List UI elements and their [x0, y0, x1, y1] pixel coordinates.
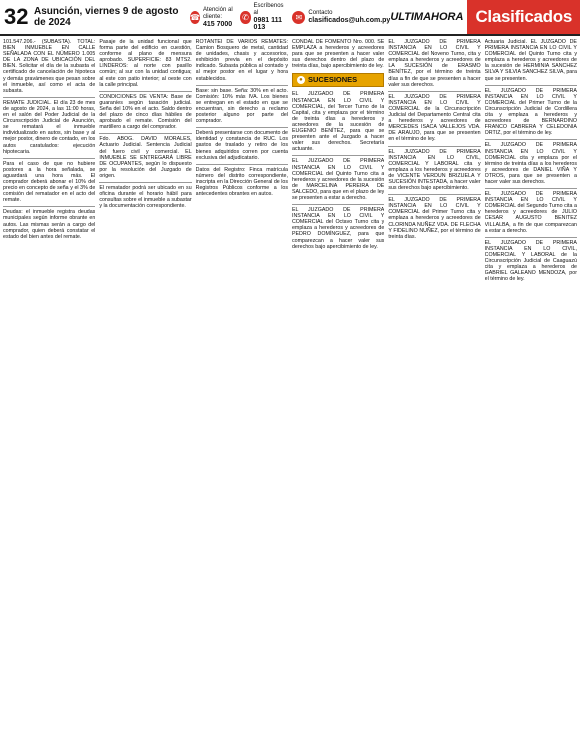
list-item: EL JUZGADO DE PRIMERA INSTANCIA EN LO CIVIL Y COMERCIAL del Quinto Turno cita a herederos y acreedores de la sucesión de MARCELINA PEREIRA DE SALCEDO, para que en el plazo de ley se presenten a estar a derecho. — [291, 158, 385, 201]
brand-text: ULTIMAHORA — [390, 11, 464, 23]
list-item: Fdo. ABOG. DAVID MORALES, Actuario Judicial. Sentencia Judicial del fuero civil y comercial. EL INMUEBLE SE ENTREGARÁ LIBRE DE OCUPANTES, según lo dispuesto por la resolución del Juzgado de origen. — [99, 136, 192, 179]
list-item: EL JUZGADO DE PRIMERA INSTANCIA EN LO CIVIL Y COMERCIAL, del Tercer Turno de la Capital, cita y emplaza por el término de treinta días a herederos y acreedores de la sucesión de EUGENIO BENÍTEZ, para que se presenten ante el Juzgado a hacer valer sus derechos. Secretaría actuante. — [291, 91, 385, 153]
divider — [3, 97, 95, 98]
list-item: El rematador podrá ser ubicado en su oficina durante el horario hábil para consultas sobre el inmueble a subastar y la documentación correspondiente. — [99, 184, 192, 210]
list-item: CONDAL DE FOMENTO Nro. 000. SE EMPLAZA a herederos y acreedores para que se presenten a hacer valer sus derechos dentro del plazo de treinta días, bajo apercibimiento de ley. — [291, 39, 385, 70]
contact-email-address: clasificados@uh.com.py — [308, 17, 391, 24]
contact-phone[interactable] — [190, 7, 234, 28]
contact-bar — [184, 3, 390, 31]
divider — [196, 127, 288, 128]
list-item: EL JUZGADO DE PRIMERA INSTANCIA EN LO CIVIL Y COMERCIAL cita y emplaza por el término de treinta días a los herederos y acreedores de DANIEL VIÑA Y OTROS, para que se presenten a hacer valer sus derechos. — [484, 142, 577, 185]
divider — [388, 146, 480, 147]
divider — [485, 237, 577, 238]
bullet-icon: ● — [297, 76, 305, 84]
phone-icon: ☎ — [190, 12, 200, 22]
contact-email[interactable] — [292, 10, 390, 24]
divider — [485, 85, 577, 86]
list-item: Actuaria Judicial. EL JUZGADO DE PRIMERA INSTANCIA EN LO CIVIL Y COMERCIAL del Quinto Turno cita y emplaza a herederos y acreedores de la sucesión de HERMINIA SANCHEZ SILVA Y SILVIA SANCHEZ SILVA, para que se presenten. — [484, 39, 577, 82]
list-item: EL JUZGADO DE PRIMERA INSTANCIA EN LO CIVIL Y COMERCIAL del Primer Turno de la Circunscripción Judicial de Cordillera cita y emplaza a herederos y acreedores de BERNARDINO FRANCO CABRERA Y CELEDONIA ORTIZ, por el término de ley. — [484, 87, 577, 137]
divider — [3, 206, 95, 207]
contact-whatsapp-label: Escríbenos al — [253, 3, 284, 16]
list-item: Pasaje de la unidad funcional que forma parte del edificio en cuestión, conforme al plano de mensura aprobado. SUPERFICIE: 83 MTS2. LINDEROS: al norte con pasillo común; al sur con la unidad contigua; al este con patio interior; al oeste con la calle principal. — [99, 39, 192, 88]
list-item: EL JUZGADO DE PRIMERA INSTANCIA EN LO CIVIL Y COMERCIAL del Segundo Turno cita a herederos y acreedores de JULIO CESAR AUGUSTO BENITEZ VILLALBA, a fin de que comparezcan a estar a derecho. — [484, 191, 577, 234]
divider — [3, 158, 95, 159]
list-item: REMATE JUDICIAL. El día 23 de mes de agosto de 2024, a las 11:00 horas, en el salón del Poder Judicial de la Circunscripción Judicial de Asunción, se rematará el inmueble individualizado en autos, sin base y al mejor postor, dinero de contado, en los autos caratulados: ejecución hipotecaria. — [3, 99, 96, 155]
divider — [292, 155, 384, 156]
divider — [99, 133, 191, 134]
email-icon: ✉ — [292, 11, 305, 24]
contact-whatsapp-number: 0981 111 013 — [253, 17, 282, 31]
list-item: EL JUZGADO DE PRIMERA INSTANCIA EN LO CIVIL, COMERCIAL Y LABORAL de la Circunscripción Judicial de Caaguazú cita y emplaza a herederos de GABRIEL GALEANO MENDOZA, por el término de ley. — [484, 239, 577, 283]
column-3 — [196, 39, 288, 755]
column-1 — [3, 39, 95, 755]
list-item: Datos del Registro: Finca matrícula número del distrito correspondiente, inscripta en la Dirección General de los Registros Públicos conforme a los antecedentes obrantes en autos. — [195, 166, 288, 198]
divider — [485, 188, 577, 189]
list-item: Base: sin base. Seña: 30% en el acto. Comisión: 10% más IVA. Los bienes se entregan en el estado en que se encuentran, sin derecho a reclamo posterior alguno por parte del comprador. — [195, 87, 288, 125]
column-6 — [485, 39, 577, 755]
whatsapp-icon: ✆ — [242, 12, 249, 22]
divider — [388, 194, 480, 195]
list-item: EL JUZGADO DE PRIMERA INSTANCIA EN LO CIVIL Y COMERCIAL de la Circunscripción Judicial del Departamento Central cita a herederos y acreedores de MERCEDES ISACA VALLEJOS VDA. DE ARAUJO, para que se presenten en el término de ley. — [388, 93, 481, 143]
list-item: CONDICIONES DE VENTA: Base de guaraníes según tasación judicial. Seña del 10% en el acto. Saldo dentro del plazo de cinco días hábiles de aprobado el remate. Comisión del martillero a cargo del comprador. — [99, 93, 192, 131]
divider — [196, 85, 288, 86]
section-title: Clasificados — [467, 0, 580, 34]
divider — [99, 91, 191, 92]
divider — [292, 204, 384, 205]
list-item: ROTÁNTEI DE VARIOS REMATES: Camion Bosquero de metal, cantidad de unidades, chasis y accesorios, exhibición previa en el depósito indicado. Subasta pública al contado y al mejor postor en el lugar y hora establecidos. — [195, 39, 288, 82]
page-date: Asunción, viernes 9 de agosto de 2024 — [34, 6, 179, 28]
sucesiones-banner — [292, 73, 384, 87]
list-item: 101.547.206.- (SUBASTA). TOTAL: BIEN INMUEBLE EN CALLE SEÑALADA CON EL NÚMERO 1.005 DE LA ZONA DE UBICACIÓN DEL BIEN. Solicitar el día de la subasta el certificado de cancelación de hipoteca y demás gravámenes que pesan sobre el inmueble, así como el acta de subasta. — [3, 39, 96, 94]
column-5 — [388, 39, 480, 755]
list-item: Deberá presentarse con documento de identidad y constancia de RUC. Los gastos de traslado y retiro de los bienes adquiridos corren por cuenta exclusiva del adjudicatario. — [195, 130, 288, 161]
sucesiones-label: SUCESIONES — [307, 75, 358, 85]
page-number: 32 — [4, 4, 29, 29]
brand-logo — [390, 11, 463, 23]
divider — [99, 182, 191, 183]
page-header — [0, 0, 580, 36]
classifieds-columns — [0, 36, 580, 755]
divider — [388, 91, 480, 92]
divider — [485, 139, 577, 140]
list-item: EL JUZGADO DE PRIMERA INSTANCIA EN LO CIVIL, COMERCIAL Y LABORAL cita y emplaza a los herederos y acreedores de VICENTE VERDUN BRIZUELA Y SUCESIÓN INTESTADA, a hacer valer sus derechos bajo apercibimiento. — [388, 148, 481, 192]
list-item: EL JUZGADO DE PRIMERA INSTANCIA EN LO CIVIL Y COMERCIAL del Primer Turno cita y emplaza a herederos y acreedores de CLORINDA NUÑEZ VDA. DE FLECHA Y FIDELINO NUÑEZ, por el término de treinta días. — [388, 197, 481, 240]
list-item: EL JUZGADO DE PRIMERA INSTANCIA EN LO CIVIL Y COMERCIAL del Octavo Turno cita y emplaza a herederos y acreedores de PEDRO DOMÍNGUEZ, para que comparezcan a hacer valer sus derechos bajo apercibimiento de ley. — [291, 207, 385, 250]
list-item: EL JUZGADO DE PRIMERA INSTANCIA EN LO CIVIL Y COMERCIAL del Noveno Turno, cita y emplaza a herederos y acreedores de LA SUCESIÓN de ERASMO BENÍTEZ, por el término de treinta días a fin de que se presenten a hacer valer sus derechos. — [388, 39, 481, 88]
list-item: Deudas: el inmueble registra deudas municipales según informe obrante en autos. Las mismas serán a cargo del comprador, quien deberá constatar el estado del bien antes del remate. — [3, 209, 96, 240]
contact-email-label: Contacto — [308, 10, 333, 16]
contact-whatsapp[interactable] — [240, 3, 286, 31]
divider — [196, 164, 288, 165]
contact-phone-number: 415 7000 — [202, 20, 233, 28]
column-2 — [99, 39, 191, 755]
list-item: Para el caso de que no hubiere postores a la hora señalada, se aguardará una hora más. El comprador deberá abonar el 10% del precio en concepto de seña y el 3% de comisión del rematador en el acto del remate. — [3, 160, 96, 204]
contact-phone-label: Atención al cliente: — [202, 6, 233, 20]
column-4 — [292, 39, 384, 755]
